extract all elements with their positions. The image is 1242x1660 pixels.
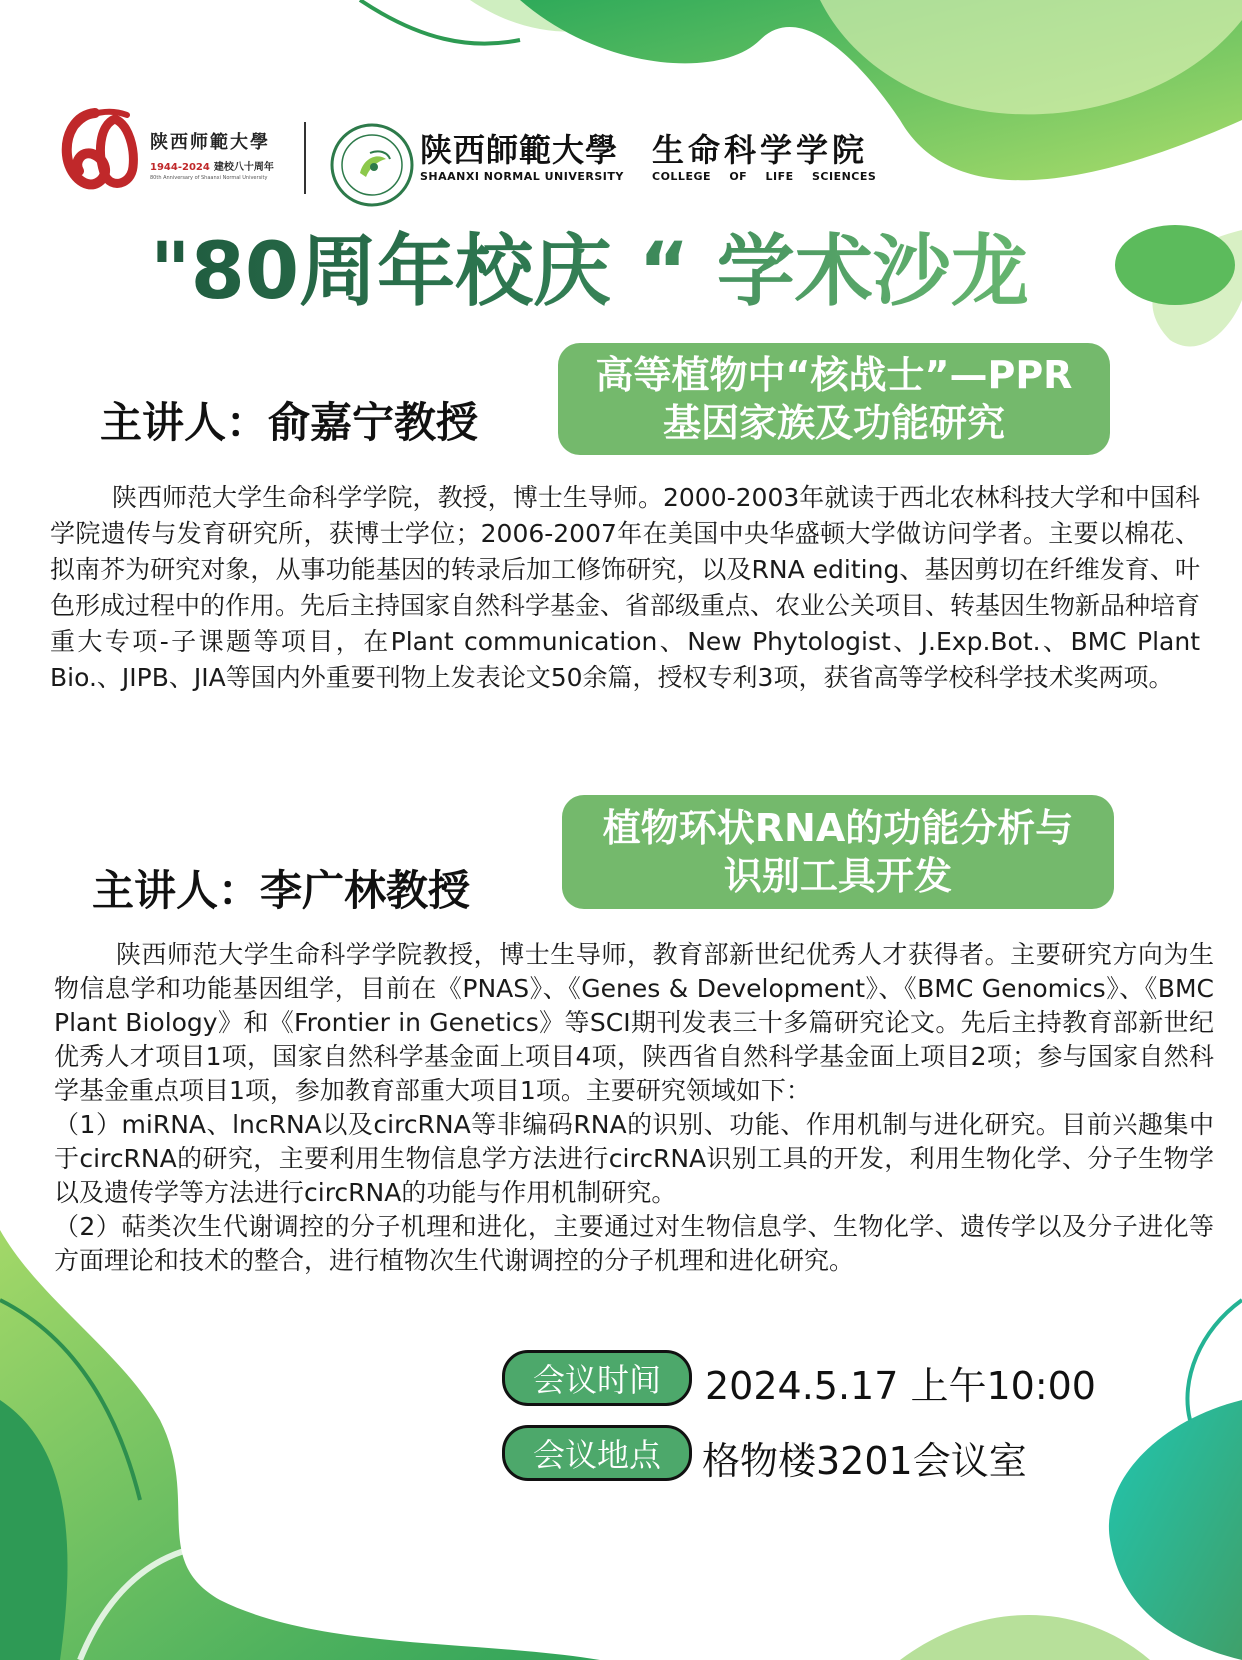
speaker-1-bio (50, 480, 1200, 696)
college-name-cn: 生命科学学院 (652, 131, 869, 169)
speaker-2-bio (54, 938, 1214, 1278)
anniversary-logo-subtitle: 80th Anniversary of Shaanxi Normal University (150, 175, 268, 181)
logo-divider (304, 122, 306, 194)
speaker-2-topic (562, 795, 1114, 909)
meeting-time-value: 2024.5.17 上午10:00 (705, 1364, 1096, 1408)
anniversary-80-icon (55, 105, 145, 195)
college-name (652, 132, 876, 183)
anniversary-years: 1944-2024 (150, 162, 210, 173)
speaker-2-topic-line-1: 植物环状RNA的功能分析与 (602, 806, 1074, 850)
speaker-2-topic-line-2: 识别工具开发 (723, 854, 952, 898)
meeting-place-label: 会议地点 (502, 1425, 692, 1481)
speaker-2-bio-paragraph-2: （1）miRNA、lncRNA以及circRNA等非编码RNA的识别、功能、作用机制与进化研究。目前兴趣集中于circRNA的研究，主要利用生物信息学方法进行circRNA识别工具的开发，利用生物化学、分子生物学以及遗传学等方法进行circRNA的功能与作用机制研究。 (54, 1110, 1214, 1207)
university-name-cn: 陕西師範大學 (420, 131, 619, 169)
college-seal-icon (330, 123, 414, 211)
speaker-2-bio-paragraph-3: （2）萜类次生代谢调控的分子机理和进化，主要通过对生物信息学、生物化学、遗传学以及分子进化等方面理论和技术的整合，进行植物次生代谢调控的分子机理和进化研究。 (54, 1212, 1214, 1275)
meeting-place-value: 格物楼3201会议室 (702, 1439, 1027, 1483)
anniversary-years-suffix: 建校八十周年 (213, 162, 274, 173)
university-name-en: SHAANXI NORMAL UNIVERSITY (420, 170, 624, 183)
meeting-time-label: 会议时间 (502, 1350, 692, 1406)
speaker-1-topic-line-1: 高等植物中“核战士”—PPR (595, 353, 1073, 397)
speaker-1-label: 主讲人：俞嘉宁教授 (100, 398, 479, 447)
anniversary-logo-name: 陕西师範大學 (150, 132, 270, 153)
anniversary-logo (55, 105, 145, 195)
university-name (420, 132, 624, 183)
speaker-1-topic (558, 343, 1110, 455)
speaker-2-label: 主讲人：李广林教授 (92, 866, 471, 915)
page-title: "80周年校庆 “ 学术沙龙 (150, 222, 1130, 322)
college-name-en: COLLEGE OF LIFE SCIENCES (652, 170, 877, 183)
speaker-1-bio-paragraph: 陕西师范大学生命科学学院，教授，博士生导师。2000-2003年就读于西北农林科技大学和中国科学院遗传与发育研究所，获博士学位；2006-2007年在美国中央华盛顿大学做访问学者。主要以棉花、拟南芥为研究对象，从事功能基因的转录后加工修饰研究，以及RNA editing、基因剪切在纤维发育、叶色形成过程中的作用。先后主持国家自然科学基金、省部级重点、农业公关项目、转基因生物新品种培育重大专项-子课题等项目，在Plant communication、New Phytologist、J.Exp.Bot.、BMC Plant Bio.、JIPB、JIA等国内外重要刊物上发表论文50余篇，授权专利3项，获省高等学校科学技术奖两项。 (50, 483, 1201, 692)
speaker-1-topic-line-2: 基因家族及功能研究 (662, 401, 1005, 445)
speaker-2-bio-paragraph-1: 陕西师范大学生命科学学院教授，博士生导师，教育部新世纪优秀人才获得者。主要研究方向为生物信息学和功能基因组学，目前在《PNAS》、《Genes & Development》、《BMC Genomics》、《BMC Plant Biology》和《Frontier in Genetics》等SCI期刊发表三十多篇研究论文。先后主持教育部新世纪优秀人才项目1项，国家自然科学基金面上项目4项，陕西省自然科学基金面上项目2项；参与国家自然科学基金重点项目1项，参加教育部重大项目1项。主要研究领域如下： (54, 940, 1214, 1105)
